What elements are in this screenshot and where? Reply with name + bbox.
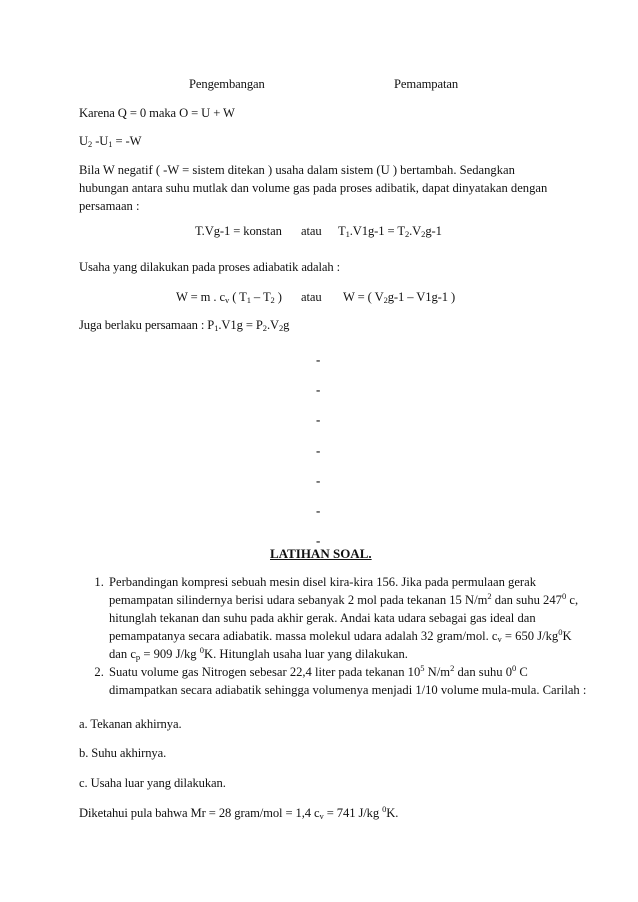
usaha-statement: Usaha yang dilakukan pada proses adiabatik adalah :	[79, 260, 341, 274]
equation-work-cv: W = m . $c_v$ ( $T_1 - T_2$ )	[176, 290, 282, 305]
equation-work-volume: W = ( $V_2g-1 - V1g-1$ )	[343, 290, 456, 305]
problem-item-2: 2. Suatu volume gas Nitrogen sebesar 22,4 liter pada tekanan $10^5$ $N/m^2$ dan suhu $0^0$ C dimampatkan secara adiabatik sehingga volumenya menjadi 1/10 volume mula-mula. Carilah :	[107, 663, 591, 699]
dash-marker: -	[316, 443, 321, 458]
dash-marker: -	[316, 503, 321, 518]
problem-item-1: 1. Perbandingan kompresi sebuah mesin disel kira-kira 156. Jika pada permulaan gerak pemampatan silindernya berisi udara sebanyak 2 mol pada tekanan 15 $N/m^2$ dan suhu $247^0$ c, hitunglah tekanan dan suhu pada akhir gerak. Andai kata udara sebagai gas ideal dan pemampatanya secara adiabatik. massa molekul udara adalah 32 gram/mol. $c_v = 650$ $J/kg^0K$ dan $c_p = 909$ J/kg $^0$K. Hitunglah usaha luar yang dilakukan.	[107, 573, 591, 663]
part-b: b. Suhu akhirnya.	[79, 746, 167, 760]
karena-statement: Karena Q = 0 maka O = U + W	[79, 106, 235, 120]
dash-marker: -	[316, 473, 321, 488]
part-c: c. Usaha luar yang dilakukan.	[79, 776, 226, 790]
diketahui-statement: Diketahui pula bahwa Mr = 28 gram/mol = 1,4 $c_v = 741$ J/kg $^0$K.	[79, 804, 399, 821]
part-a: a. Tekanan akhirnya.	[79, 717, 182, 731]
bila-paragraph: Bila W negatif ( -W = sistem ditekan ) usaha dalam sistem (U ) bertambah. Sedangkan hubungan antara suhu mutlak dan volume gas pada proses adibatik, dapat dinyatakan dengan persamaan :	[79, 163, 548, 213]
problem-list	[79, 573, 591, 699]
dash-marker: -	[316, 412, 321, 427]
dash-marker: -	[316, 352, 321, 367]
section-title: LATIHAN SOAL.	[270, 546, 372, 561]
juga-equation: Juga berlaku persamaan : $P_1.V1g = P_2.V_2g$	[79, 318, 290, 333]
equation-atau-1: atau	[301, 224, 322, 238]
heading-pengembangan: Pengembangan	[189, 77, 265, 91]
equation-atau-2: atau	[301, 290, 322, 304]
u-relation: $U_2$ $-U_1 = -W$	[79, 134, 142, 149]
heading-pemampatan: Pemampatan	[394, 77, 459, 91]
equation-temperature-volume: $T_1.V1g-1 = T_2.V_2g-1$	[338, 224, 442, 239]
dash-marker: -	[316, 382, 321, 397]
dash-marker: -	[316, 533, 321, 548]
equation-konstan: T.Vg-1 = konstan	[195, 224, 282, 238]
